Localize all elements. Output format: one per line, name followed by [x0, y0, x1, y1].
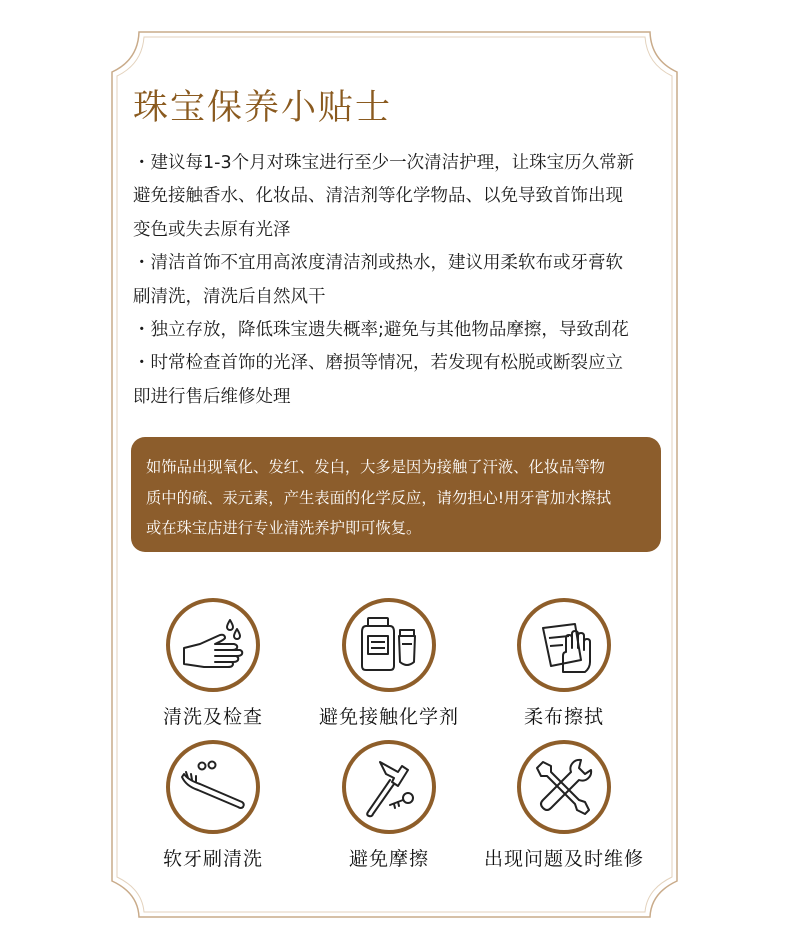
- feature-label: 柔布擦拭: [523, 706, 604, 728]
- feature-avoid-friction: [294, 740, 484, 900]
- tip-line: 变色或失去原有光泽: [133, 219, 291, 240]
- feature-label: 软牙刷清洗: [162, 848, 263, 870]
- page-title: 珠宝保养小贴士: [133, 88, 393, 128]
- tip-line: ・独立存放，降低珠宝遗失概率;避免与其他物品摩擦，导致刮花: [133, 320, 629, 341]
- feature-wash-check: [118, 598, 308, 758]
- tip-line: ・建议每1-3个月对珠宝进行至少一次清洁护理，让珠宝历久常新: [133, 153, 635, 173]
- care-tips-list: [133, 147, 663, 414]
- oxidation-note-box: [131, 437, 661, 552]
- feature-soft-brush: [118, 740, 308, 900]
- cloth-wipe-icon: [521, 602, 607, 688]
- hammer-key-icon: [346, 744, 432, 830]
- feature-label: 避免摩擦: [348, 848, 429, 870]
- tip-line: 避免接触香水、化妆品、清洁剂等化学物品、以免导致首饰出现: [133, 186, 623, 207]
- hand-wash-icon: [170, 602, 256, 688]
- repair-tools-icon: [521, 744, 607, 830]
- feature-label: 出现问题及时维修: [483, 848, 644, 870]
- feature-label: 避免接触化学剂: [318, 706, 459, 728]
- tip-line: ・清洁首饰不宜用高浓度清洁剂或热水，建议用柔软布或牙膏软: [133, 253, 623, 274]
- feature-soft-cloth: [469, 598, 659, 758]
- tip-line: ・时常检查首饰的光泽、磨损等情况，若发现有松脱或断裂应立: [133, 353, 623, 374]
- tip-line: 即进行售后维修处理: [133, 386, 291, 407]
- note-line: 如饰品出现氧化、发红、发白，大多是因为接触了汗液、化妆品等物: [146, 458, 605, 476]
- note-line: 或在珠宝店进行专业清洗养护即可恢复。: [146, 519, 422, 537]
- toothbrush-icon: [170, 744, 256, 830]
- feature-label: 清洗及检查: [162, 706, 263, 728]
- note-line: 质中的硫、汞元素，产生表面的化学反应，请勿担心!用牙膏加水擦拭: [146, 488, 612, 507]
- tip-line: 刷清洗，清洗后自然风干: [133, 286, 326, 307]
- feature-timely-repair: [469, 740, 659, 900]
- cosmetics-icon: [346, 602, 432, 688]
- feature-avoid-chemicals: [294, 598, 484, 758]
